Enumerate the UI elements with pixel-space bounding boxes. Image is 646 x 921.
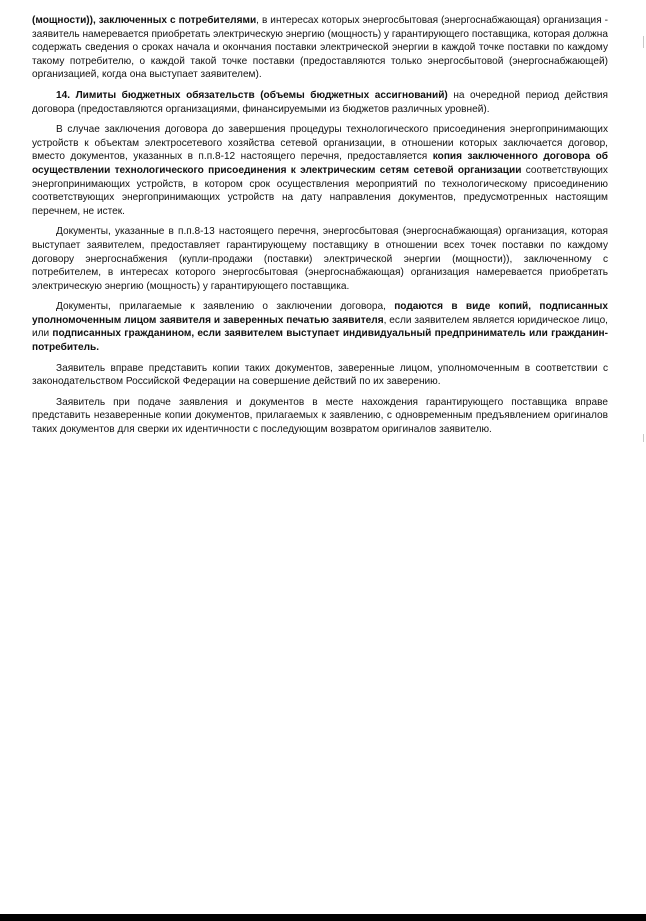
- paragraph-text: , если заявителем является юридическое лицо, или: [32, 314, 608, 340]
- paragraph-text: В случае заключения договора до завершения процедуры технологического присоединения энергопринимающих устройств к объектам электросетевого хозяйства сетевой организации, в отношении которых заключается договор, вместо документов, указанных в п.п.8-12 настоящего перечня, предоставляется: [32, 124, 608, 163]
- document-body: [32, 14, 608, 444]
- scan-edge-mark: [643, 434, 644, 442]
- bold-phrase: (мощности)), заключенных с потребителями: [32, 15, 257, 26]
- paragraph-text: , в интересах которых энергосбытовая (энергоснабжающая) организация - заявитель намеревается приобретать электрическую энергию (мощность) у гарантирующего поставщика, которая должна содержать сведения о сроках начала и окончания поставки электрической энергии в каждой точке поставки по каждому такому потребителю, о каждой такой точке поставки (предоставляются только энергосбытовой (энергоснабжающей) организацией, когда она выступает заявителем).: [32, 15, 609, 81]
- scan-edge-mark: [643, 36, 644, 48]
- paragraph-text: соответствующих энергопринимающих устройств, в котором срок осуществления мероприятий по технологическому присоединению соответствующих энергопринимающих устройств на дату направления документов, предусмотренных настоящим перечнем, не истек.: [32, 164, 608, 217]
- section-heading: 14. Лимиты бюджетных обязательств (объемы бюджетных ассигнований): [56, 89, 448, 101]
- bold-phrase: подписанных гражданином, если заявителем выступает индивидуальный предприниматель или гражданин-потребитель.: [32, 328, 608, 354]
- scan-bottom-border: [0, 914, 646, 921]
- paragraph-certified-copies: Заявитель вправе представить копии таких документов, заверенные лицом, уполномоченным в соответствии с законодательством Российской Федерации на совершение действий по их заверению.: [32, 362, 608, 388]
- paragraph-text: на очередной период действия договора (предоставляются организациями, финансируемыми из бюджетов различных уровней).: [32, 89, 608, 115]
- paragraph-documents-supplier: Документы, указанные в п.п.8-13 настоящего перечня, энергосбытовая (энергоснабжающая) организация, которая выступает заявителем, предоставляет гарантирующему поставщику в отношении всех точек поставки по каждому договору энергоснабжения (купли-продажи (поставки) электрической энергии (мощности)), заключенному с потребителем, в интересах которого энергосбытовая (энергоснабжающая) организация намеревается приобретать электрическую энергию (мощность) у гарантирующего поставщика.: [32, 226, 608, 292]
- bold-phrase: копия заключенного договора об осуществлении технологического присоединения к электрическим сетям сетевой организации: [32, 151, 609, 176]
- paragraph-uncertified-copies: Заявитель при подаче заявления и документов в месте нахождения гарантирующего поставщика вправе представить незаверенные копии документов, прилагаемых к заявлению, с одновременным предъявлением оригиналов таких документов для сверки их идентичности с последующим возвратом оригиналов заявителю.: [32, 396, 608, 436]
- bold-phrase: подаются в виде копий, подписанных уполномоченным лицом заявителя и заверенных печатью заявителя: [32, 301, 608, 326]
- paragraph-grid-connection: [32, 123, 608, 218]
- paragraph-text: Документы, прилагаемые к заявлению о заключении договора,: [56, 301, 395, 313]
- paragraph-13-continuation: [32, 14, 608, 82]
- paragraph-14-budget-limits: [32, 89, 608, 116]
- paragraph-document-copies: [32, 300, 608, 354]
